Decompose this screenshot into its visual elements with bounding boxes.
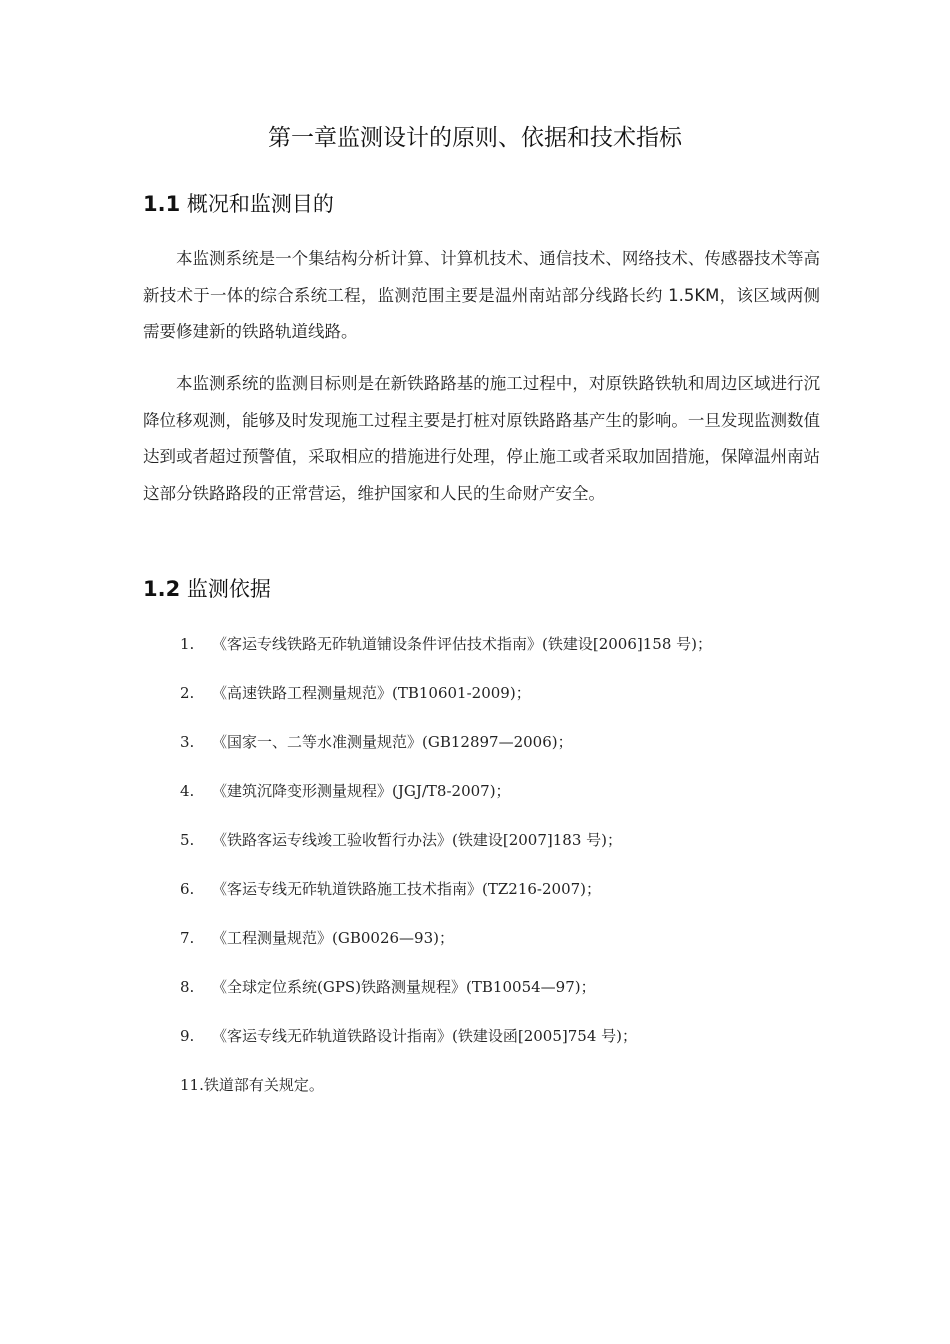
section-number: 1.2 bbox=[143, 577, 181, 601]
reference-item bbox=[180, 724, 840, 773]
reference-text: 《高速铁路工程测量规范》(TB10601-2009)； bbox=[212, 684, 531, 702]
paragraph-objective: 本监测系统的监测目标则是在新铁路路基的施工过程中，对原铁路铁轨和周边区域进行沉降位移观测，能够及时发现施工过程主要是打桩对原铁路路基产生的影响。一旦发现监测数值达到或者超过预警值，采取相应的措施进行处理，停止施工或者采取加固措施，保障温州南站这部分铁路路段的正常营运，维护国家和人民的生命财产安全。 bbox=[143, 374, 820, 503]
reference-index: 4. bbox=[180, 782, 195, 800]
reference-item bbox=[180, 822, 840, 871]
reference-index: 2. bbox=[180, 684, 195, 702]
reference-text: 《全球定位系统(GPS)铁路测量规程》(TB10054—97)； bbox=[212, 978, 596, 996]
section-number: 1.1 bbox=[143, 192, 181, 216]
reference-text: 《客运专线铁路无砟轨道铺设条件评估技术指南》(铁建设[2006]158 号)； bbox=[212, 635, 712, 653]
section-heading-1-2 bbox=[143, 574, 271, 604]
reference-index: 5. bbox=[180, 831, 195, 849]
reference-list bbox=[180, 626, 840, 1116]
reference-item bbox=[180, 1018, 840, 1067]
reference-item bbox=[180, 1067, 840, 1116]
reference-index: 6. bbox=[180, 880, 195, 898]
reference-index: 1. bbox=[180, 635, 195, 653]
reference-text: 《工程测量规范》(GB0026—93)； bbox=[212, 929, 454, 947]
reference-index: 8. bbox=[180, 978, 195, 996]
reference-text: 《客运专线无砟轨道铁路设计指南》(铁建设函[2005]754 号)； bbox=[212, 1027, 637, 1045]
reference-index: 7. bbox=[180, 929, 195, 947]
reference-text: 《建筑沉降变形测量规程》(JGJ/T8-2007)； bbox=[212, 782, 511, 800]
reference-text: 铁道部有关规定。 bbox=[203, 1076, 324, 1094]
section-title: 概况和监测目的 bbox=[186, 192, 334, 216]
reference-item bbox=[180, 969, 840, 1018]
reference-item bbox=[180, 626, 840, 675]
reference-index: 11. bbox=[180, 1076, 204, 1094]
reference-text: 《客运专线无砟轨道铁路施工技术指南》(TZ216-2007)； bbox=[212, 880, 602, 898]
reference-item bbox=[180, 871, 840, 920]
reference-item bbox=[180, 920, 840, 969]
reference-item bbox=[180, 675, 840, 724]
section-heading-1-1 bbox=[143, 189, 334, 219]
reference-index: 3. bbox=[180, 733, 195, 751]
reference-text: 《铁路客运专线竣工验收暂行办法》(铁建设[2007]183 号)； bbox=[212, 831, 622, 849]
paragraph-overview: 本监测系统是一个集结构分析计算、计算机技术、通信技术、网络技术、传感器技术等高新技术于一体的综合系统工程，监测范围主要是温州南站部分线路长约 1.5KM，该区域两侧需要修建新的铁路轨道线路。 bbox=[143, 249, 820, 341]
section-title: 监测依据 bbox=[186, 577, 271, 601]
reference-item bbox=[180, 773, 840, 822]
reference-text: 《国家一、二等水准测量规范》(GB12897—2006)； bbox=[212, 733, 573, 751]
reference-index: 9. bbox=[180, 1027, 195, 1045]
chapter-title: 第一章监测设计的原则、依据和技术指标 bbox=[268, 125, 682, 151]
